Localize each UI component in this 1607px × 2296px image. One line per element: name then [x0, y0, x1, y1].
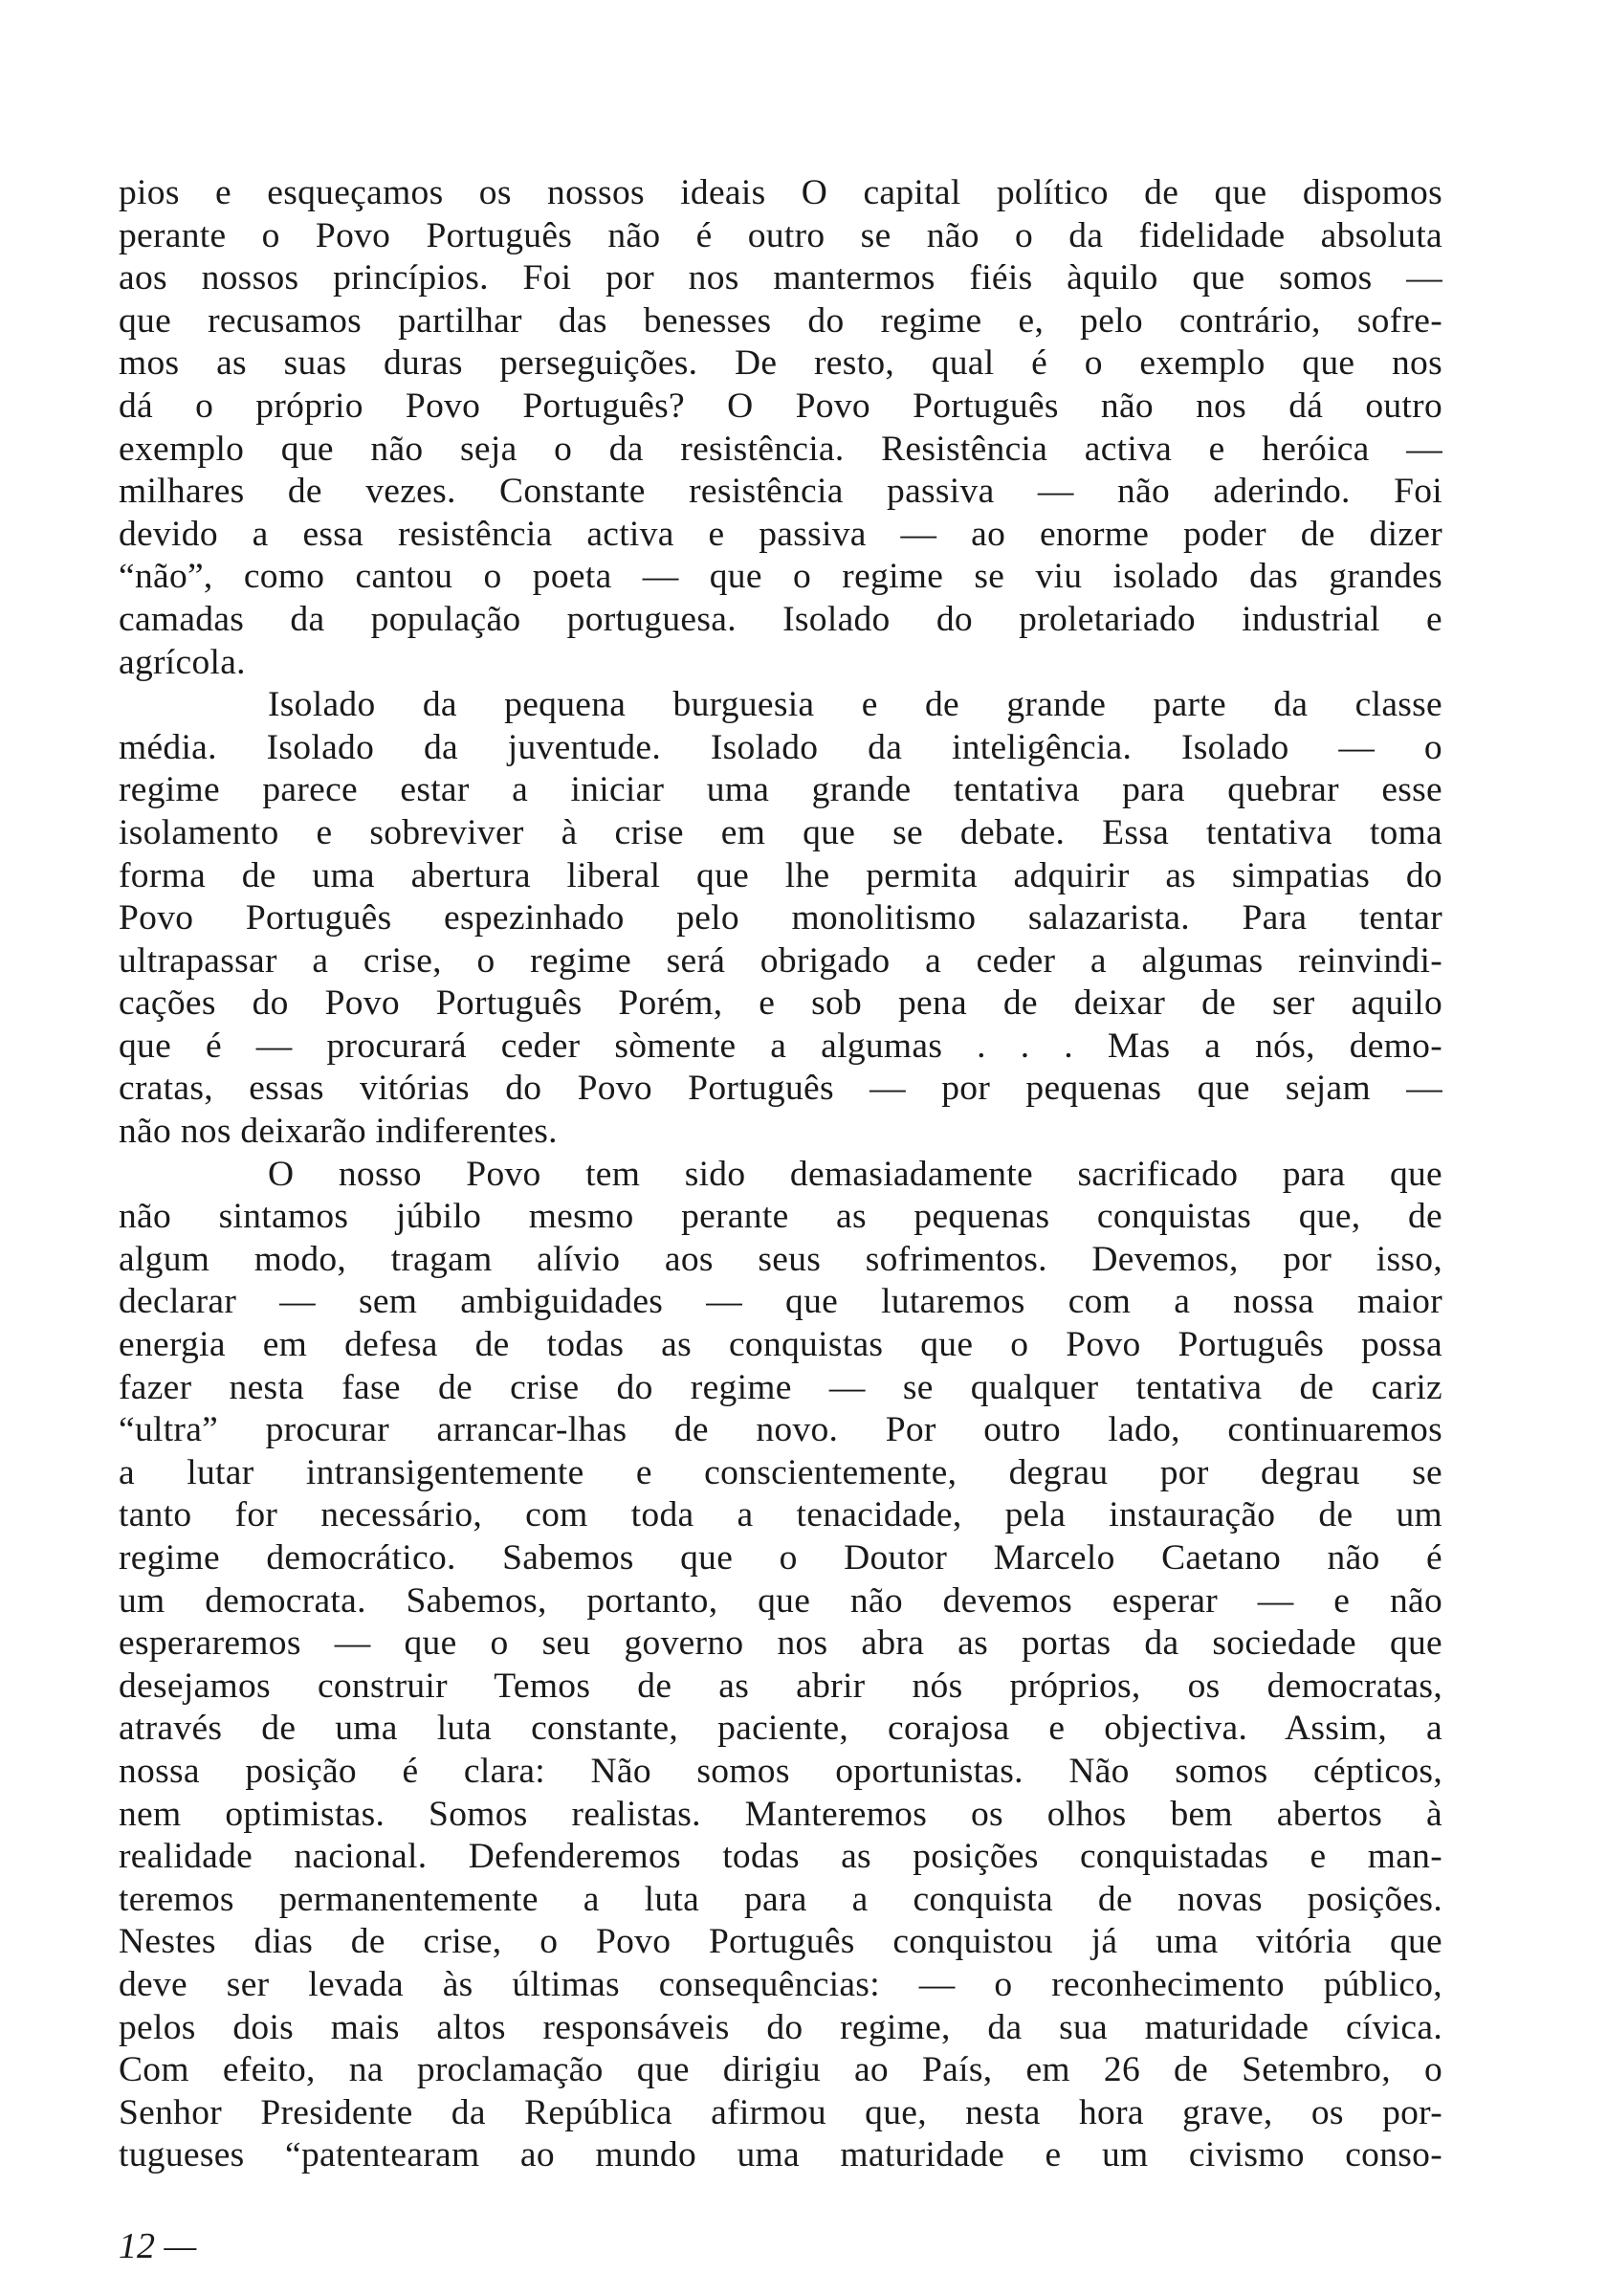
text-line: declarar — sem ambiguidades — que lutaremos com a nossa maior — [119, 1282, 1442, 1322]
text-line: cratas, essas vitórias do Povo Português — por pequenas que sejam — — [119, 1069, 1442, 1109]
text-line: Nestes dias de crise, o Povo Português conquistou já uma vitória que — [119, 1922, 1442, 1962]
text-line: a lutar intransigentemente e conscientemente, degrau por degrau se — [119, 1452, 1442, 1492]
text-line: que é — procurará ceder sòmente a algumas . . . Mas a nós, demo- — [119, 1026, 1442, 1066]
text-line: isolamento e sobreviver à crise em que se debate. Essa tentativa toma — [119, 812, 1442, 852]
text-line: mos as suas duras perseguições. De resto, qual é o exemplo que nos — [119, 343, 1442, 384]
text-line: média. Isolado da juventude. Isolado da inteligência. Isolado — o — [119, 727, 1442, 767]
text-line: forma de uma abertura liberal que lhe permita adquirir as simpatias do — [119, 855, 1442, 895]
text-line: teremos permanentemente a luta para a conquista de novas posições. — [119, 1879, 1442, 1919]
text-line: tanto for necessário, com toda a tenacidade, pela instauração de um — [119, 1495, 1442, 1535]
text-line: realidade nacional. Defenderemos todas as posições conquistadas e man- — [119, 1837, 1442, 1877]
text-line: pelos dois mais altos responsáveis do regime, da sua maturidade cívica. — [119, 2007, 1442, 2047]
text-line: regime parece estar a iniciar uma grande tentativa para quebrar esse — [119, 770, 1442, 810]
text-line: fazer nesta fase de crise do regime — se qualquer tentativa de cariz — [119, 1367, 1442, 1407]
text-line: cações do Povo Português Porém, e sob pena de deixar de ser aquilo — [119, 983, 1442, 1024]
paragraph — [119, 1154, 1442, 2177]
text-line: milhares de vezes. Constante resistência passiva — não aderindo. Foi — [119, 472, 1442, 512]
text-line: que recusamos partilhar das benesses do regime e, pelo contrário, sofre- — [119, 300, 1442, 341]
text-line: Isolado da pequena burguesia e de grande parte da classe — [268, 685, 1442, 725]
text-line: tugueses “patentearam ao mundo uma maturidade e um civismo conso- — [119, 2135, 1442, 2175]
text-line: um democrata. Sabemos, portanto, que não devemos esperar — e não — [119, 1580, 1442, 1621]
text-line: devido a essa resistência activa e passiva — ao enorme poder de dizer — [119, 514, 1442, 554]
text-line: camadas da população portuguesa. Isolado do proletariado industrial e — [119, 599, 1442, 639]
text-line: esperaremos — que o seu governo nos abra as portas da sociedade que — [119, 1623, 1442, 1664]
text-line: aos nossos princípios. Foi por nos mantermos fiéis àquilo que somos — — [119, 258, 1442, 298]
body-text — [119, 172, 1442, 2177]
text-line: através de uma luta constante, paciente, corajosa e objectiva. Assim, a — [119, 1709, 1442, 1749]
text-line: energia em defesa de todas as conquistas que o Povo Português possa — [119, 1325, 1442, 1365]
text-line: nem optimistas. Somos realistas. Manteremos os olhos bem abertos à — [119, 1794, 1442, 1834]
text-line: pios e esqueçamos os nossos ideais O capital político de que dispomos — [119, 173, 1442, 212]
text-line: algum modo, tragam alívio aos seus sofrimentos. Devemos, por isso, — [119, 1239, 1442, 1279]
text-line: Povo Português espezinhado pelo monolitismo salazarista. Para tentar — [119, 898, 1442, 938]
text-line: não sintamos júbilo mesmo perante as pequenas conquistas que, de — [119, 1197, 1442, 1237]
paragraph — [119, 684, 1442, 1154]
text-line: “não”, como cantou o poeta — que o regime se viu isolado das grandes — [119, 557, 1442, 597]
paragraph — [119, 172, 1442, 684]
text-line: “ultra” procurar arrancar-lhas de novo. Por outro lado, continuaremos — [119, 1410, 1442, 1450]
text-line: desejamos construir Temos de as abrir nós próprios, os democratas, — [119, 1666, 1442, 1706]
text-line: nossa posição é clara: Não somos oportunistas. Não somos cépticos, — [119, 1751, 1442, 1791]
text-line: Com efeito, na proclamação que dirigiu ao País, em 26 de Setembro, o — [119, 2050, 1442, 2090]
text-line: não nos deixarão indiferentes. — [119, 1112, 558, 1152]
text-line: deve ser levada às últimas consequências: — o reconhecimento público, — [119, 1964, 1442, 2004]
text-line: perante o Povo Português não é outro se não o da fidelidade absoluta — [119, 215, 1442, 255]
text-line: regime democrático. Sabemos que o Doutor Marcelo Caetano não é — [119, 1538, 1442, 1578]
page-number: 12 — — [119, 2226, 197, 2266]
text-line: exemplo que não seja o da resistência. Resistência activa e heróica — — [119, 429, 1442, 469]
text-line: ultrapassar a crise, o regime será obrigado a ceder a algumas reinvindi- — [119, 940, 1442, 981]
text-line: Senhor Presidente da República afirmou que, nesta hora grave, os por- — [119, 2092, 1442, 2132]
text-line: agrícola. — [119, 642, 246, 682]
text-line: dá o próprio Povo Português? O Povo Português não nos dá outro — [119, 386, 1442, 426]
text-line: O nosso Povo tem sido demasiadamente sacrificado para que — [268, 1154, 1442, 1194]
